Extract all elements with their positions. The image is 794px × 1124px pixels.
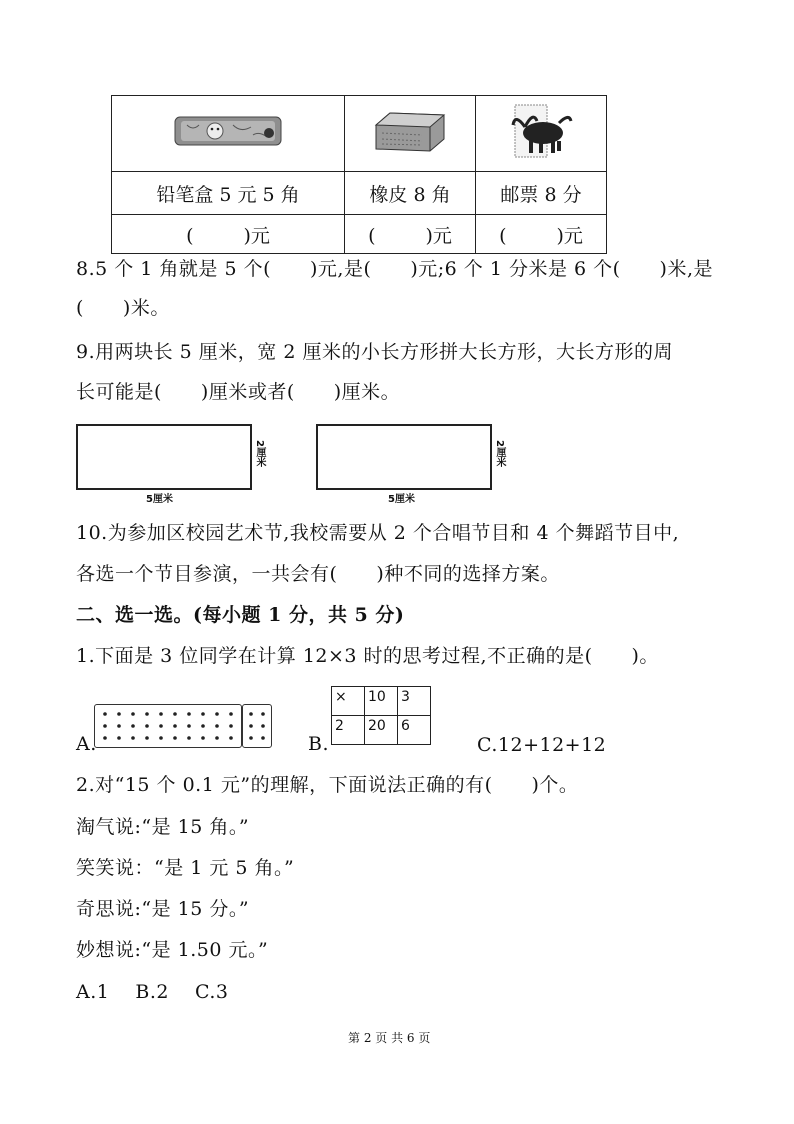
dot-grid-10x3 — [95, 705, 241, 747]
page-footer: 第 2 页 共 6 页 — [348, 1031, 431, 1045]
pencil-box-cell — [112, 96, 345, 172]
stamp-image — [509, 103, 573, 159]
pencil-box-image — [173, 113, 283, 149]
grid-cell: 3 — [398, 687, 431, 716]
dot-array-small — [242, 704, 272, 748]
q9-line1: 9.用两块长 5 厘米，宽 2 厘米的小长方形拼大长方形，大长方形的周 — [76, 341, 673, 363]
grid-cell: 6 — [398, 716, 431, 745]
stamp-answer[interactable]: ( )元 — [476, 215, 607, 254]
eraser-image — [372, 109, 448, 153]
mc1-option-c[interactable]: C.12+12+12 — [477, 734, 607, 756]
eraser-answer[interactable]: ( )元 — [345, 215, 476, 254]
eraser-cell — [345, 96, 476, 172]
q8-line1: 8.5 个 1 角就是 5 个( )元,是( )元;6 个 1 分米是 6 个( )米,是 — [76, 258, 714, 280]
grid-cell: × — [332, 687, 365, 716]
pencil-box-label: 铅笔盒 5 元 5 角 — [112, 172, 345, 215]
multiplication-grid — [331, 686, 431, 745]
q8-line2: ( )米。 — [76, 297, 170, 319]
pencil-box-answer[interactable]: ( )元 — [112, 215, 345, 254]
rectangle-right — [316, 424, 492, 490]
mc2-statement-3: 奇思说:“是 15 分。” — [76, 898, 250, 920]
stamp-label: 邮票 8 分 — [476, 172, 607, 215]
section2-title: 二、选一选。(每小题 1 分，共 5 分) — [76, 604, 405, 626]
dot-array-large — [94, 704, 242, 748]
rectangle-right-length-label: 5厘米 — [388, 494, 415, 505]
dot-grid-2x3 — [243, 705, 271, 747]
q9-line2: 长可能是( )厘米或者( )厘米。 — [76, 381, 401, 403]
grid-cell: 20 — [365, 716, 398, 745]
rectangle-right-width-label: 2厘米 — [494, 440, 505, 467]
grid-cell: 10 — [365, 687, 398, 716]
mc2-statement-4: 妙想说:“是 1.50 元。” — [76, 939, 269, 961]
rectangle-left — [76, 424, 252, 490]
mc1-option-a-label[interactable]: A. — [76, 733, 97, 755]
mc2-options[interactable]: A.1 B.2 C.3 — [76, 981, 229, 1003]
mc1-question: 1.下面是 3 位同学在计算 12×3 时的思考过程,不正确的是( )。 — [76, 645, 659, 667]
stamp-cell — [476, 96, 607, 172]
mc2-question: 2.对“15 个 0.1 元”的理解，下面说法正确的有( )个。 — [76, 774, 579, 796]
rectangle-left-length-label: 5厘米 — [146, 494, 173, 505]
mc2-statement-1: 淘气说:“是 15 角。” — [76, 816, 250, 838]
mc1-option-b-label[interactable]: B. — [308, 733, 330, 755]
grid-cell: 2 — [332, 716, 365, 745]
eraser-label: 橡皮 8 角 — [345, 172, 476, 215]
rectangle-left-width-label: 2厘米 — [254, 440, 265, 467]
mc2-statement-2: 笑笑说：“是 1 元 5 角。” — [76, 857, 295, 879]
q10-line1: 10.为参加区校园艺术节,我校需要从 2 个合唱节目和 4 个舞蹈节目中, — [76, 522, 680, 544]
q10-line2: 各选一个节目参演，一共会有( )种不同的选择方案。 — [76, 563, 560, 585]
price-table — [111, 95, 607, 254]
